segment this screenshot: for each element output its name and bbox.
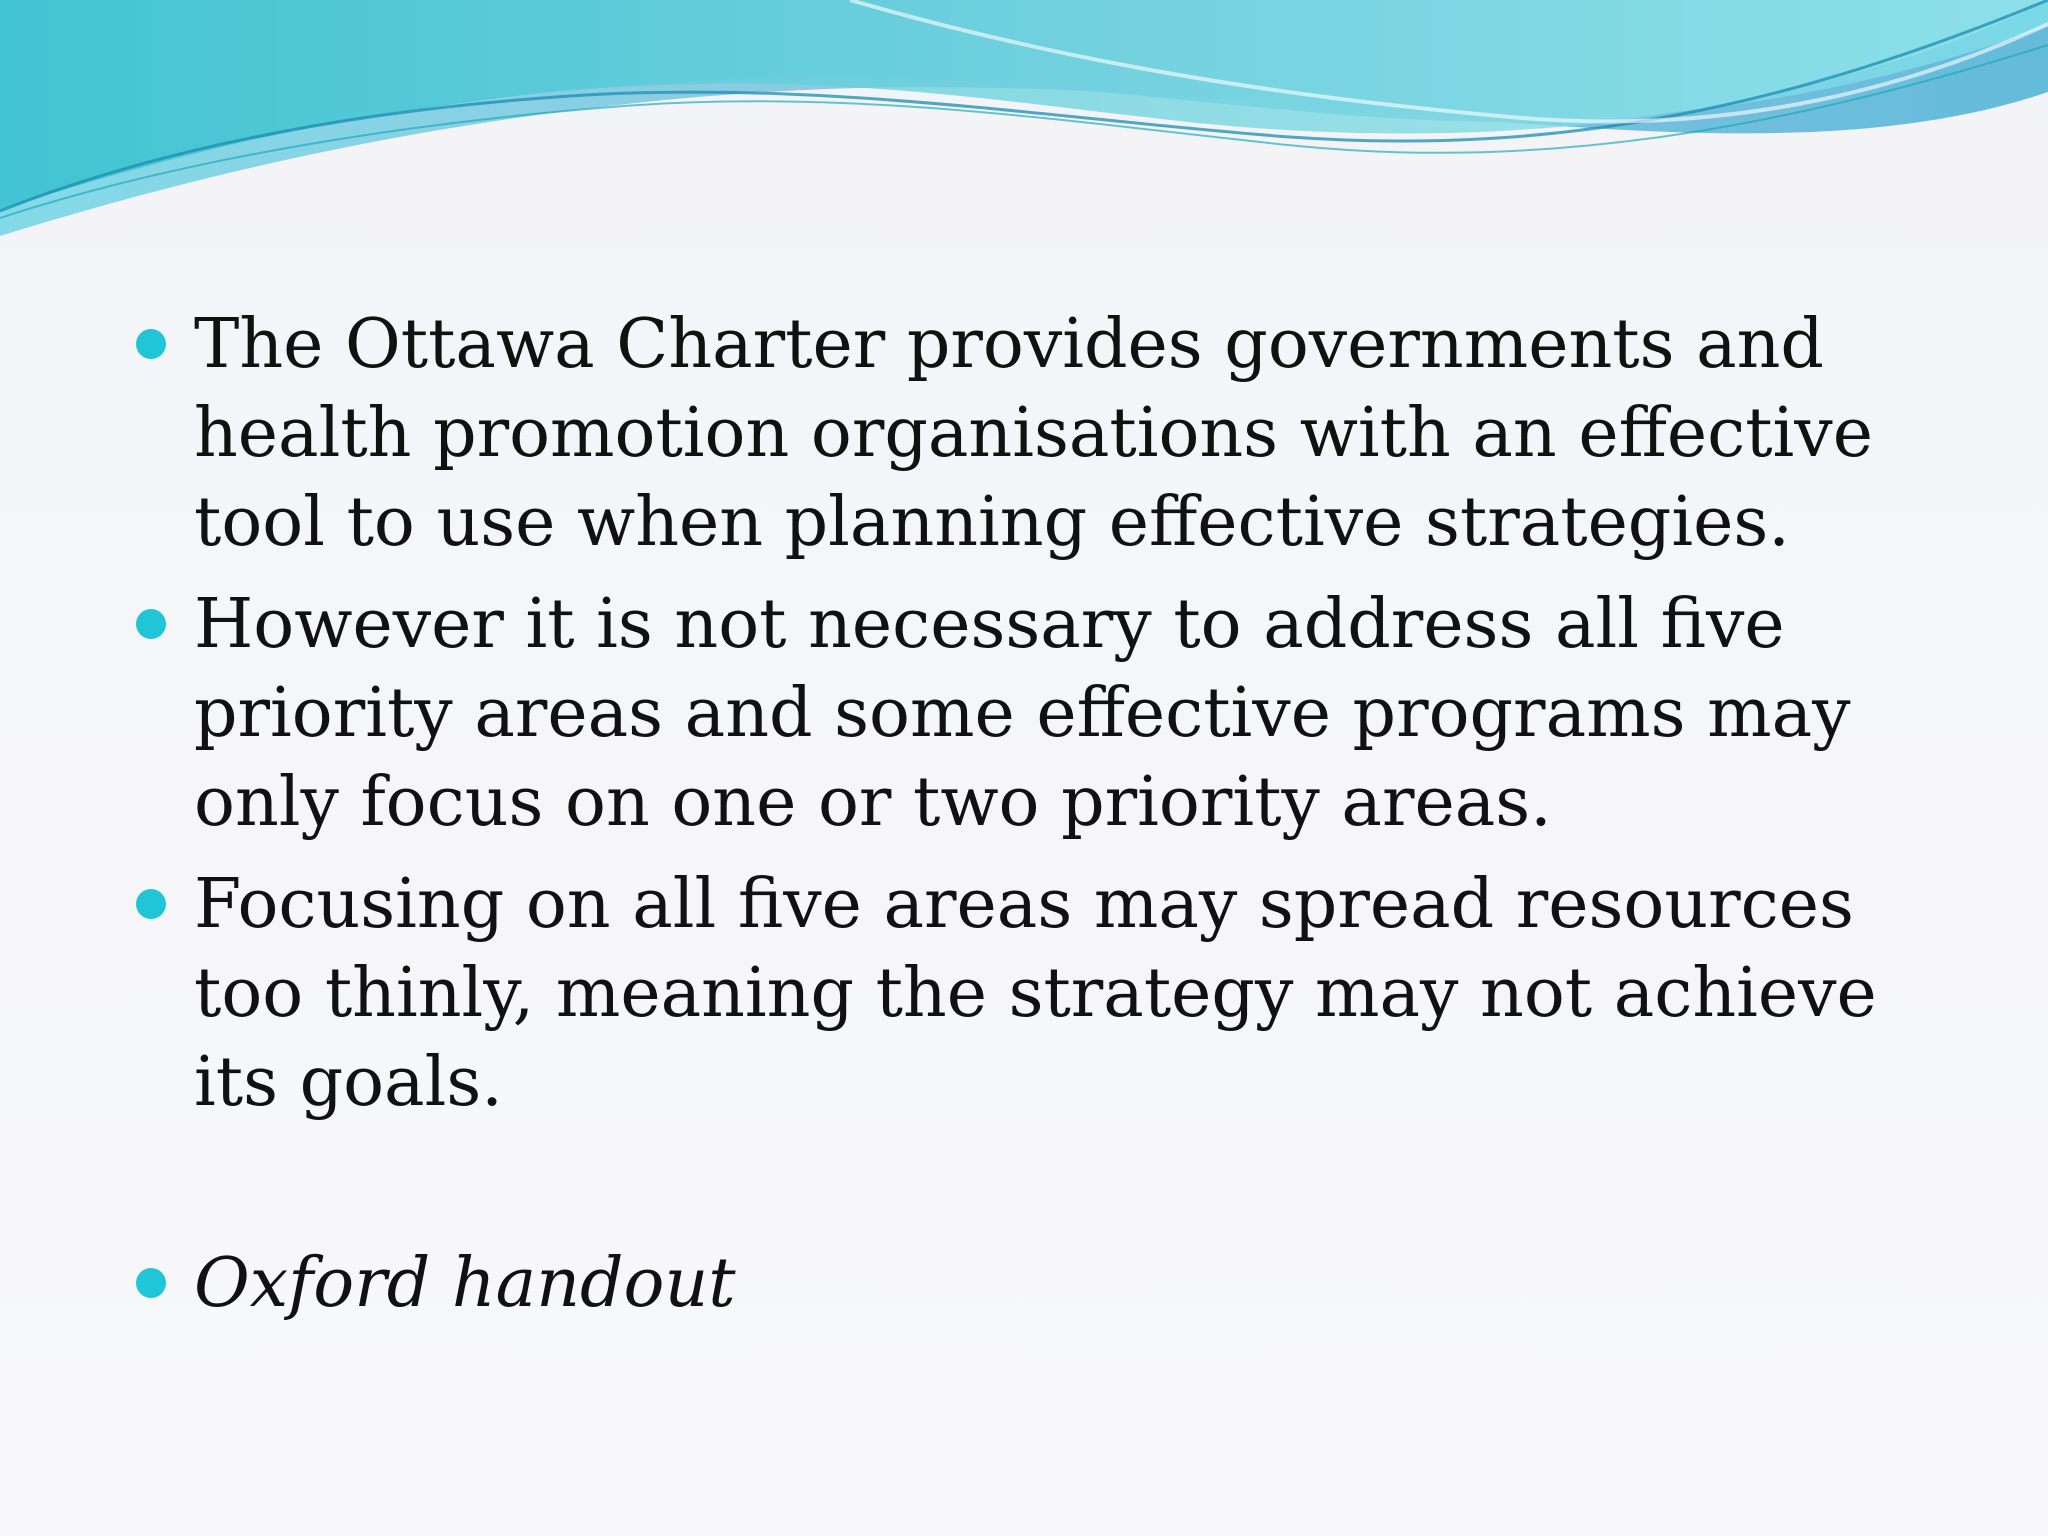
bullet-dot-icon	[136, 329, 166, 359]
bullet-list	[136, 300, 1936, 1341]
bullet-dot-icon	[136, 609, 166, 639]
bullet-text: The Ottawa Charter provides governments and health promotion organisations with an effective tool to use when planning effective strategies.	[194, 305, 1873, 562]
bullet-dot-icon	[136, 1268, 166, 1298]
bullet-dot-icon	[136, 889, 166, 919]
source-citation: Oxford handout	[194, 1244, 736, 1323]
bullet-item-resources	[136, 860, 1936, 1127]
bullet-item-ottawa-charter	[136, 300, 1936, 567]
bullet-text: Focusing on all five areas may spread resources too thinly, meaning the strategy may not achieve its goals.	[194, 865, 1877, 1122]
decorative-wave-header	[0, 0, 2048, 240]
bullet-item-priority-areas	[136, 580, 1936, 847]
bullet-text: However it is not necessary to address all five priority areas and some effective programs may only focus on one or two priority areas.	[194, 585, 1851, 842]
bullet-item-source	[136, 1239, 1936, 1328]
